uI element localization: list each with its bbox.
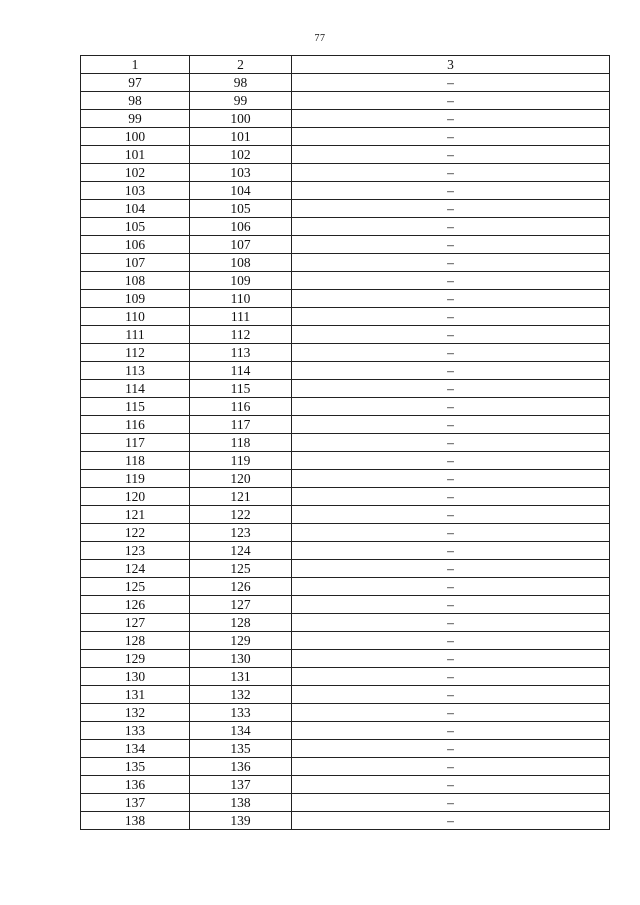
- table-cell-col-3: –: [292, 326, 610, 344]
- table-cell-col-1: 126: [81, 596, 190, 614]
- table-cell-col-3: –: [292, 722, 610, 740]
- table-row: [81, 668, 610, 686]
- table-cell-col-2: 138: [190, 794, 292, 812]
- table-row: [81, 236, 610, 254]
- table-cell-col-2: 101: [190, 128, 292, 146]
- table-row: [81, 650, 610, 668]
- table-cell-col-3: –: [292, 542, 610, 560]
- table-row: [81, 218, 610, 236]
- table-cell-col-1: 107: [81, 254, 190, 272]
- table-row: [81, 308, 610, 326]
- header-row: [81, 56, 610, 74]
- table-cell-col-1: 102: [81, 164, 190, 182]
- table-cell-col-2: 139: [190, 812, 292, 830]
- data-table: [80, 55, 610, 830]
- table-row: [81, 686, 610, 704]
- table-cell-col-1: 109: [81, 290, 190, 308]
- table-cell-col-3: –: [292, 236, 610, 254]
- table-cell-col-2: 126: [190, 578, 292, 596]
- table-cell-col-3: –: [292, 110, 610, 128]
- table-body: [81, 74, 610, 830]
- table-cell-col-1: 110: [81, 308, 190, 326]
- table-row: [81, 326, 610, 344]
- table-cell-col-2: 108: [190, 254, 292, 272]
- table-row: [81, 254, 610, 272]
- table-cell-col-1: 134: [81, 740, 190, 758]
- table-cell-col-3: –: [292, 632, 610, 650]
- table-cell-col-2: 124: [190, 542, 292, 560]
- table-cell-col-3: –: [292, 506, 610, 524]
- table-cell-col-2: 117: [190, 416, 292, 434]
- table-cell-col-2: 130: [190, 650, 292, 668]
- table-cell-col-2: 100: [190, 110, 292, 128]
- table-cell-col-1: 125: [81, 578, 190, 596]
- table-cell-col-2: 110: [190, 290, 292, 308]
- table-cell-col-2: 119: [190, 452, 292, 470]
- table-row: [81, 380, 610, 398]
- table-cell-col-1: 138: [81, 812, 190, 830]
- table-cell-col-3: –: [292, 560, 610, 578]
- column-header-3: 3: [292, 56, 610, 74]
- table-cell-col-2: 98: [190, 74, 292, 92]
- table-cell-col-2: 99: [190, 92, 292, 110]
- table-cell-col-1: 98: [81, 92, 190, 110]
- table-cell-col-2: 107: [190, 236, 292, 254]
- table-cell-col-1: 113: [81, 362, 190, 380]
- table-row: [81, 542, 610, 560]
- table-cell-col-3: –: [292, 704, 610, 722]
- table-cell-col-2: 128: [190, 614, 292, 632]
- table-cell-col-1: 106: [81, 236, 190, 254]
- table-cell-col-2: 132: [190, 686, 292, 704]
- page-number: 77: [314, 33, 326, 44]
- table-cell-col-1: 137: [81, 794, 190, 812]
- table-cell-col-3: –: [292, 650, 610, 668]
- table-cell-col-3: –: [292, 758, 610, 776]
- table-cell-col-1: 104: [81, 200, 190, 218]
- table-cell-col-2: 120: [190, 470, 292, 488]
- table-cell-col-3: –: [292, 596, 610, 614]
- table-cell-col-2: 115: [190, 380, 292, 398]
- table-cell-col-1: 130: [81, 668, 190, 686]
- table-cell-col-1: 99: [81, 110, 190, 128]
- table-cell-col-3: –: [292, 452, 610, 470]
- table-cell-col-1: 124: [81, 560, 190, 578]
- table-cell-col-3: –: [292, 434, 610, 452]
- table-row: [81, 506, 610, 524]
- table-row: [81, 110, 610, 128]
- table-cell-col-1: 108: [81, 272, 190, 290]
- table-cell-col-3: –: [292, 776, 610, 794]
- table-row: [81, 416, 610, 434]
- table-cell-col-1: 133: [81, 722, 190, 740]
- table-cell-col-2: 116: [190, 398, 292, 416]
- table-cell-col-2: 109: [190, 272, 292, 290]
- table-cell-col-3: –: [292, 344, 610, 362]
- table-cell-col-3: –: [292, 362, 610, 380]
- table-cell-col-2: 113: [190, 344, 292, 362]
- table-cell-col-3: –: [292, 470, 610, 488]
- table-cell-col-3: –: [292, 524, 610, 542]
- table-cell-col-2: 131: [190, 668, 292, 686]
- table-cell-col-3: –: [292, 416, 610, 434]
- table-cell-col-1: 135: [81, 758, 190, 776]
- table-cell-col-1: 115: [81, 398, 190, 416]
- table-cell-col-1: 114: [81, 380, 190, 398]
- table-row: [81, 362, 610, 380]
- table-cell-col-3: –: [292, 182, 610, 200]
- table-cell-col-3: –: [292, 686, 610, 704]
- table-row: [81, 722, 610, 740]
- table-cell-col-2: 105: [190, 200, 292, 218]
- table-cell-col-1: 121: [81, 506, 190, 524]
- table-cell-col-3: –: [292, 146, 610, 164]
- table-cell-col-2: 114: [190, 362, 292, 380]
- table-cell-col-1: 103: [81, 182, 190, 200]
- table-row: [81, 182, 610, 200]
- table-cell-col-3: –: [292, 398, 610, 416]
- table-row: [81, 344, 610, 362]
- table-row: [81, 146, 610, 164]
- table-cell-col-3: –: [292, 254, 610, 272]
- table-cell-col-3: –: [292, 92, 610, 110]
- table-cell-col-3: –: [292, 290, 610, 308]
- table-row: [81, 74, 610, 92]
- table-row: [81, 704, 610, 722]
- table-cell-col-3: –: [292, 128, 610, 146]
- table-cell-col-2: 135: [190, 740, 292, 758]
- table-cell-col-1: 123: [81, 542, 190, 560]
- table-cell-col-1: 122: [81, 524, 190, 542]
- table-cell-col-1: 111: [81, 326, 190, 344]
- table-cell-col-2: 136: [190, 758, 292, 776]
- table-row: [81, 740, 610, 758]
- table-header: [81, 56, 610, 74]
- table-cell-col-1: 119: [81, 470, 190, 488]
- table-row: [81, 560, 610, 578]
- table-cell-col-2: 127: [190, 596, 292, 614]
- table-cell-col-2: 137: [190, 776, 292, 794]
- table-row: [81, 200, 610, 218]
- table-cell-col-1: 131: [81, 686, 190, 704]
- table-cell-col-2: 123: [190, 524, 292, 542]
- table-row: [81, 452, 610, 470]
- table-cell-col-2: 111: [190, 308, 292, 326]
- column-header-1: 1: [81, 56, 190, 74]
- table-cell-col-3: –: [292, 614, 610, 632]
- table-row: [81, 578, 610, 596]
- table-cell-col-2: 118: [190, 434, 292, 452]
- table-cell-col-2: 104: [190, 182, 292, 200]
- table-cell-col-3: –: [292, 380, 610, 398]
- table-cell-col-3: –: [292, 308, 610, 326]
- table-cell-col-3: –: [292, 488, 610, 506]
- table-cell-col-2: 129: [190, 632, 292, 650]
- table-cell-col-3: –: [292, 164, 610, 182]
- table-cell-col-2: 133: [190, 704, 292, 722]
- table-cell-col-3: –: [292, 668, 610, 686]
- table-row: [81, 164, 610, 182]
- table-cell-col-1: 136: [81, 776, 190, 794]
- table-row: [81, 488, 610, 506]
- table-cell-col-2: 122: [190, 506, 292, 524]
- table-cell-col-1: 127: [81, 614, 190, 632]
- table-cell-col-1: 105: [81, 218, 190, 236]
- table-cell-col-1: 117: [81, 434, 190, 452]
- table-row: [81, 812, 610, 830]
- table-cell-col-1: 97: [81, 74, 190, 92]
- table-cell-col-1: 129: [81, 650, 190, 668]
- table-cell-col-2: 102: [190, 146, 292, 164]
- table-row: [81, 524, 610, 542]
- table-row: [81, 128, 610, 146]
- table-row: [81, 434, 610, 452]
- table-row: [81, 614, 610, 632]
- table-row: [81, 632, 610, 650]
- table-cell-col-1: 120: [81, 488, 190, 506]
- table-cell-col-2: 125: [190, 560, 292, 578]
- table-cell-col-1: 112: [81, 344, 190, 362]
- table-cell-col-3: –: [292, 794, 610, 812]
- table-cell-col-2: 103: [190, 164, 292, 182]
- table-cell-col-3: –: [292, 272, 610, 290]
- table-cell-col-3: –: [292, 200, 610, 218]
- table-cell-col-3: –: [292, 812, 610, 830]
- table-row: [81, 794, 610, 812]
- table-row: [81, 596, 610, 614]
- table-cell-col-3: –: [292, 740, 610, 758]
- table-row: [81, 398, 610, 416]
- table-row: [81, 272, 610, 290]
- table-cell-col-2: 134: [190, 722, 292, 740]
- table-cell-col-2: 121: [190, 488, 292, 506]
- table-cell-col-1: 128: [81, 632, 190, 650]
- table-cell-col-1: 118: [81, 452, 190, 470]
- table-row: [81, 470, 610, 488]
- table-cell-col-3: –: [292, 578, 610, 596]
- table-cell-col-1: 101: [81, 146, 190, 164]
- table-row: [81, 290, 610, 308]
- table-cell-col-2: 106: [190, 218, 292, 236]
- table-cell-col-1: 132: [81, 704, 190, 722]
- table-cell-col-1: 116: [81, 416, 190, 434]
- table-cell-col-3: –: [292, 74, 610, 92]
- table-cell-col-1: 100: [81, 128, 190, 146]
- table-row: [81, 92, 610, 110]
- column-header-2: 2: [190, 56, 292, 74]
- table-row: [81, 776, 610, 794]
- table-row: [81, 758, 610, 776]
- table-cell-col-3: –: [292, 218, 610, 236]
- table-cell-col-2: 112: [190, 326, 292, 344]
